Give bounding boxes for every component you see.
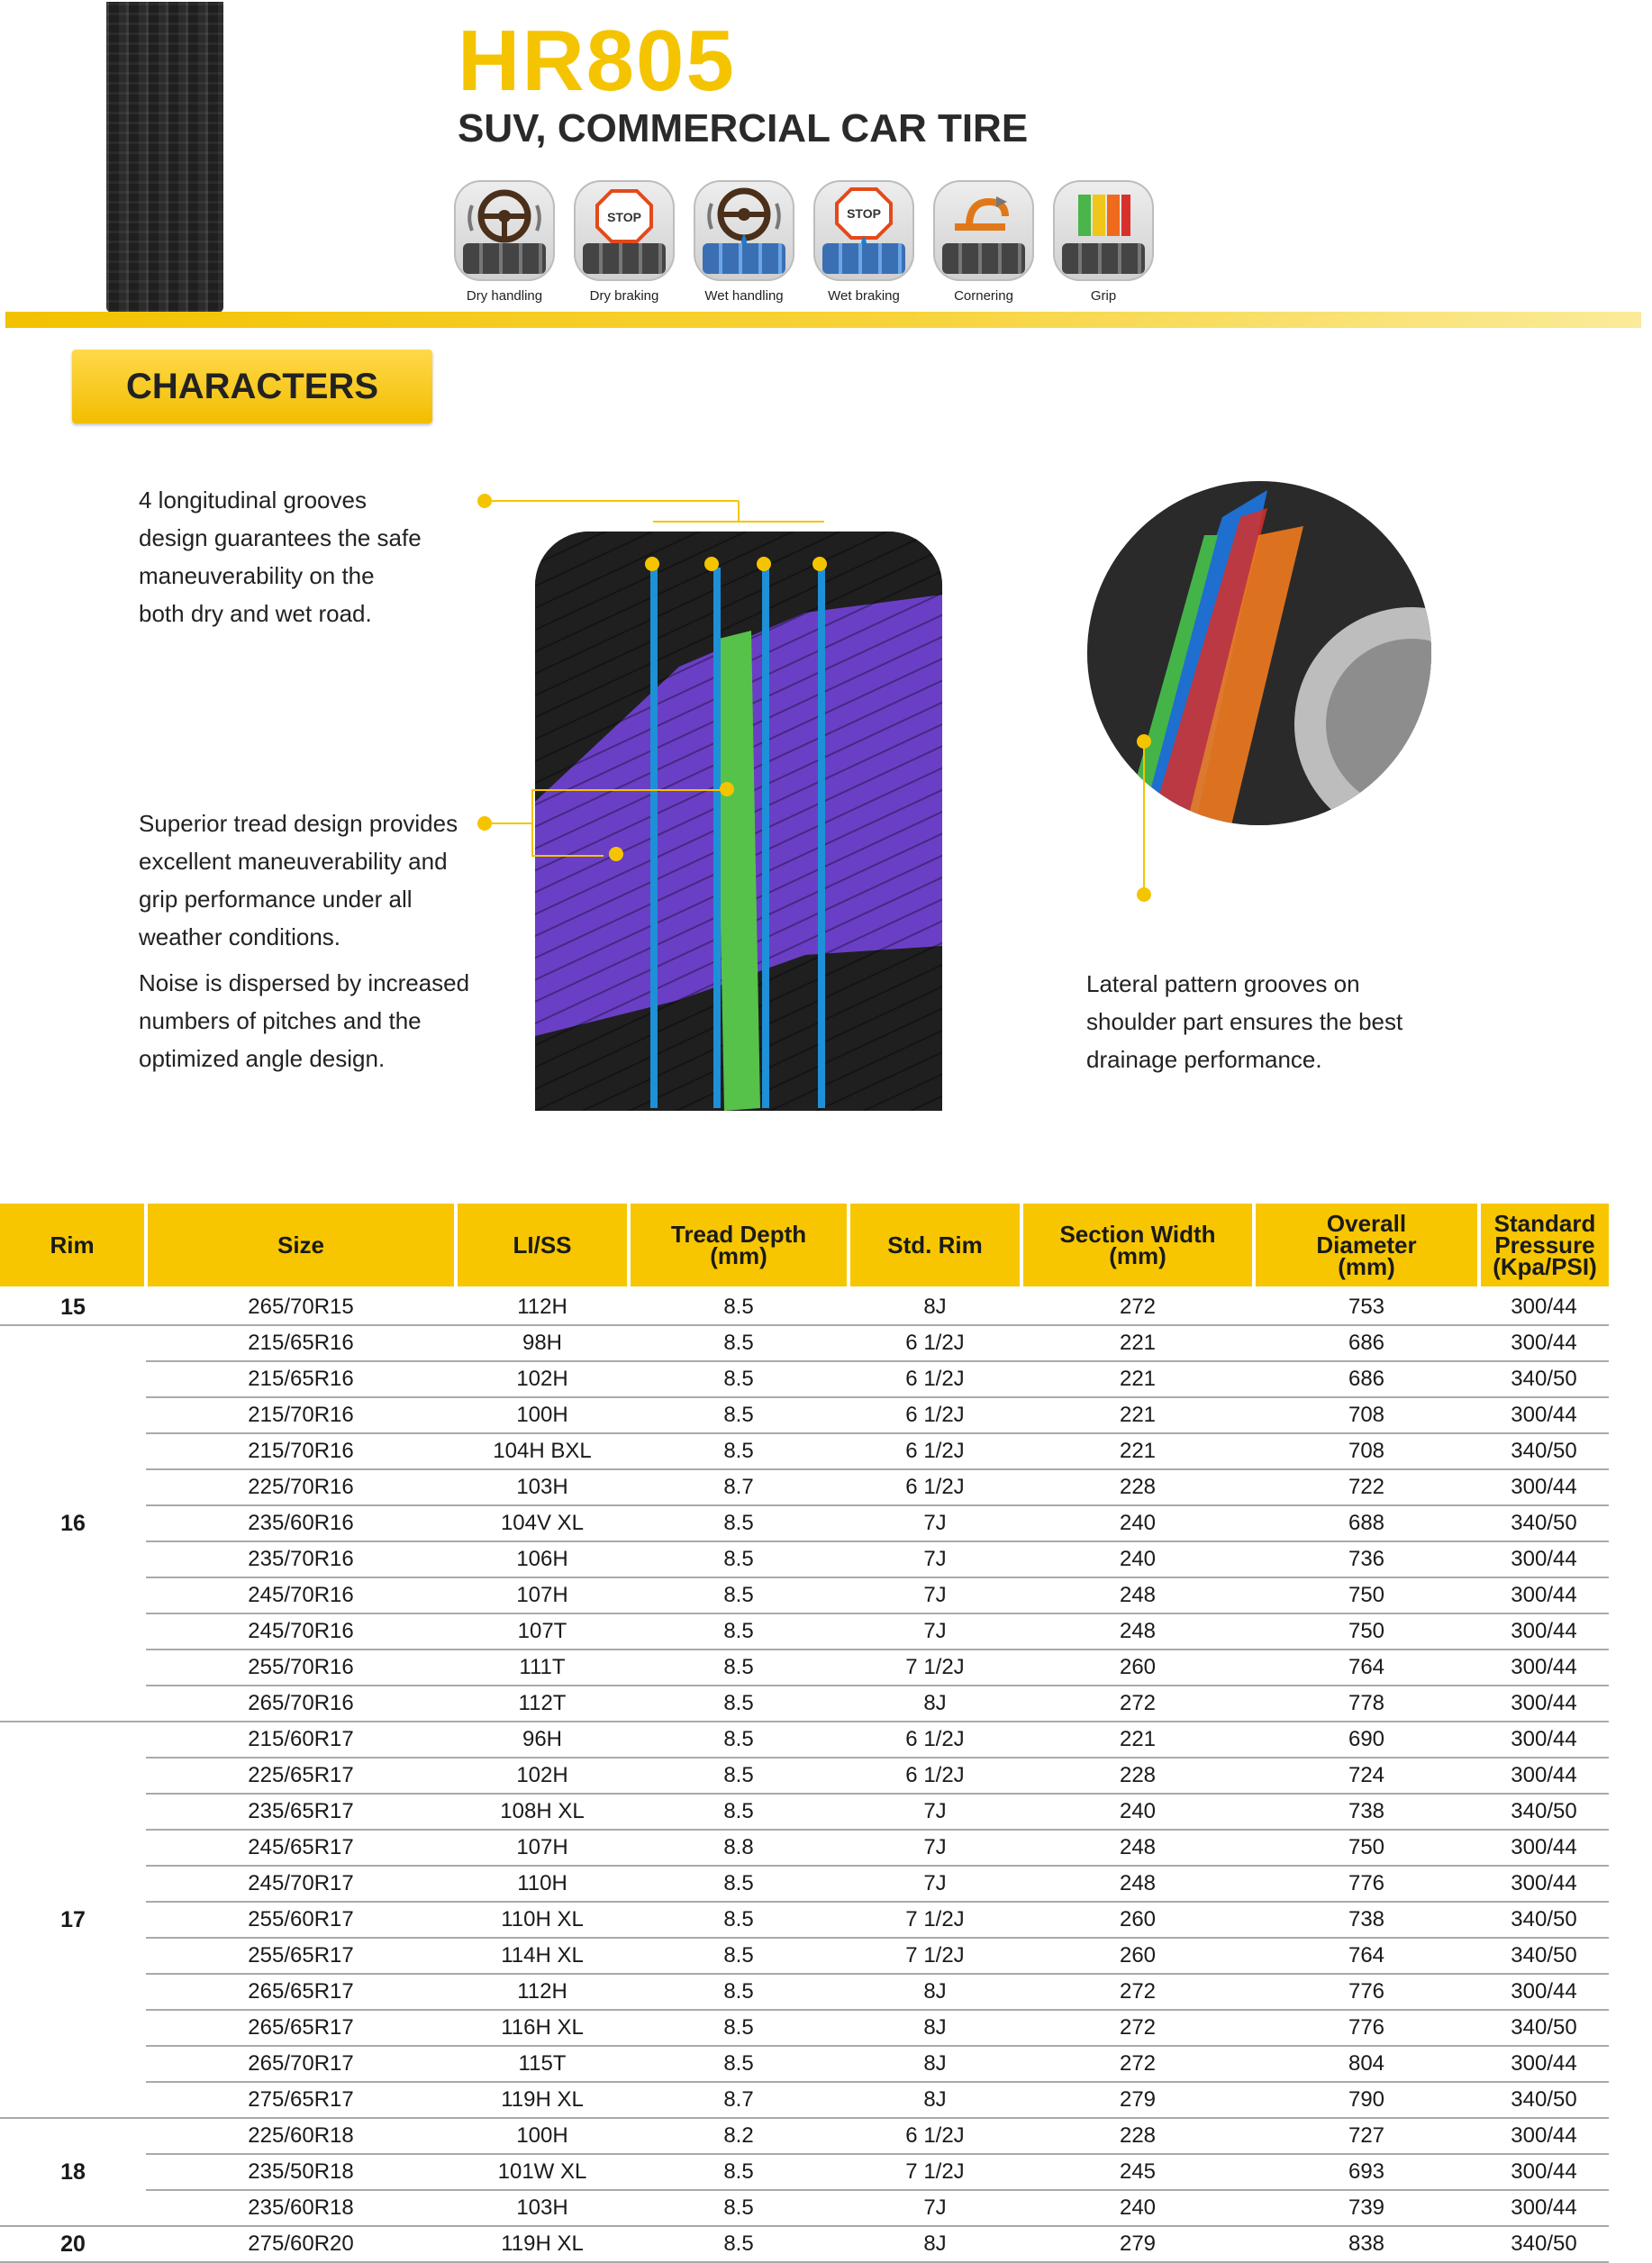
callout-line: both dry and wet road. xyxy=(139,600,372,627)
table-cell: 8.5 xyxy=(629,1613,849,1650)
table-cell: 104V XL xyxy=(456,1505,629,1541)
callout-line-connector xyxy=(1143,748,1145,892)
table-cell: 265/70R17 xyxy=(146,2046,456,2082)
rim-cell: 20 xyxy=(0,2226,146,2262)
grip-gradient-icon xyxy=(1053,180,1154,281)
table-cell: 272 xyxy=(1021,1288,1254,1325)
rim-cell: 16 xyxy=(0,1325,146,1722)
table-cell: 8J xyxy=(849,2082,1021,2118)
table-cell: 750 xyxy=(1254,1830,1479,1866)
table-cell: 6 1/2J xyxy=(849,1469,1021,1505)
table-cell: 8.7 xyxy=(629,2082,849,2118)
tread-pattern-illustration xyxy=(535,532,942,1111)
table-cell: 7J xyxy=(849,1505,1021,1541)
table-cell: 7J xyxy=(849,1830,1021,1866)
table-row xyxy=(0,1433,1609,1469)
table-cell: 776 xyxy=(1254,2010,1479,2046)
table-row xyxy=(0,1794,1609,1830)
table-row xyxy=(0,2010,1609,2046)
shoulder-zoom-photo xyxy=(1087,481,1431,825)
table-row xyxy=(0,1686,1609,1722)
table-cell: 111T xyxy=(456,1650,629,1686)
callout-line: optimized angle design. xyxy=(139,1045,386,1072)
stop-sign-icon xyxy=(574,180,675,281)
feature-label: Dry handling xyxy=(466,288,543,304)
table-cell: 260 xyxy=(1021,1902,1254,1938)
callout-line-connector xyxy=(738,501,740,521)
table-cell: 764 xyxy=(1254,1650,1479,1686)
table-cell: 8.5 xyxy=(629,1505,849,1541)
table-cell: 103H xyxy=(456,2190,629,2226)
steering-wheel-icon xyxy=(454,180,555,281)
callout-line: Noise is dispersed by increased xyxy=(139,969,470,996)
table-cell: 750 xyxy=(1254,1577,1479,1613)
tire-product-photo xyxy=(106,2,223,313)
table-cell: 738 xyxy=(1254,1794,1479,1830)
rim-cell: 18 xyxy=(0,2118,146,2226)
tire-spec-table xyxy=(0,1204,1609,2263)
table-cell: 108H XL xyxy=(456,1794,629,1830)
table-row xyxy=(0,2226,1609,2262)
table-cell: 300/44 xyxy=(1479,1974,1609,2010)
col-section-width: Section Width (mm) xyxy=(1021,1204,1254,1288)
table-cell: 300/44 xyxy=(1479,1397,1609,1433)
table-body xyxy=(0,1288,1609,2262)
table-cell: 6 1/2J xyxy=(849,2118,1021,2154)
table-cell: 235/65R17 xyxy=(146,1794,456,1830)
table-cell: 275/60R20 xyxy=(146,2226,456,2262)
table-cell: 272 xyxy=(1021,1686,1254,1722)
stop-sign-water-icon xyxy=(813,180,914,281)
table-cell: 7J xyxy=(849,1613,1021,1650)
table-cell: 115T xyxy=(456,2046,629,2082)
feature-dry-handling xyxy=(454,180,555,304)
table-cell: 248 xyxy=(1021,1613,1254,1650)
table-cell: 6 1/2J xyxy=(849,1397,1021,1433)
callout-line-connector xyxy=(531,789,721,791)
table-cell: 300/44 xyxy=(1479,2118,1609,2154)
callout-line: maneuverability on the xyxy=(139,562,375,589)
col-li-ss: LI/SS xyxy=(456,1204,629,1288)
table-cell: 727 xyxy=(1254,2118,1479,2154)
table-cell: 8.5 xyxy=(629,2226,849,2262)
table-cell: 340/50 xyxy=(1479,2010,1609,2046)
table-cell: 8J xyxy=(849,1288,1021,1325)
table-cell: 106H xyxy=(456,1541,629,1577)
feature-label: Wet handling xyxy=(704,288,784,304)
characters-heading: CHARACTERS xyxy=(72,350,432,423)
callout-line: Lateral pattern grooves on xyxy=(1086,970,1360,997)
callout-line: Superior tread design provides xyxy=(139,810,458,837)
table-cell: 6 1/2J xyxy=(849,1722,1021,1758)
table-cell: 8.5 xyxy=(629,1974,849,2010)
table-cell: 265/70R16 xyxy=(146,1686,456,1722)
callout-dot xyxy=(1137,887,1151,902)
table-cell: 8.5 xyxy=(629,1541,849,1577)
table-cell: 255/70R16 xyxy=(146,1650,456,1686)
table-cell: 8.5 xyxy=(629,2010,849,2046)
table-cell: 300/44 xyxy=(1479,1722,1609,1758)
table-cell: 688 xyxy=(1254,1505,1479,1541)
table-cell: 116H XL xyxy=(456,2010,629,2046)
table-row xyxy=(0,1866,1609,1902)
rim-cell: 15 xyxy=(0,1288,146,1325)
col-size: Size xyxy=(146,1204,456,1288)
table-cell: 300/44 xyxy=(1479,2190,1609,2226)
table-cell: 722 xyxy=(1254,1469,1479,1505)
table-cell: 7 1/2J xyxy=(849,1650,1021,1686)
table-cell: 340/50 xyxy=(1479,1902,1609,1938)
feature-wet-handling xyxy=(694,180,794,304)
callout-line: excellent maneuverability and xyxy=(139,848,448,875)
table-cell: 100H xyxy=(456,2118,629,2154)
table-cell: 8.5 xyxy=(629,1325,849,1361)
table-row xyxy=(0,1469,1609,1505)
table-cell: 272 xyxy=(1021,2046,1254,2082)
tread-dot xyxy=(609,847,623,861)
table-cell: 102H xyxy=(456,1361,629,1397)
table-cell: 739 xyxy=(1254,2190,1479,2226)
table-cell: 260 xyxy=(1021,1650,1254,1686)
table-cell: 8J xyxy=(849,2226,1021,2262)
table-cell: 272 xyxy=(1021,1974,1254,2010)
table-cell: 300/44 xyxy=(1479,1469,1609,1505)
callout-grooves xyxy=(139,481,422,632)
table-cell: 7J xyxy=(849,2190,1021,2226)
table-cell: 8.5 xyxy=(629,1686,849,1722)
col-rim: Rim xyxy=(0,1204,146,1288)
table-cell: 8.5 xyxy=(629,1288,849,1325)
table-cell: 245/70R16 xyxy=(146,1613,456,1650)
table-cell: 300/44 xyxy=(1479,1288,1609,1325)
table-cell: 8.8 xyxy=(629,1830,849,1866)
table-cell: 753 xyxy=(1254,1288,1479,1325)
callout-line-connector xyxy=(531,789,533,856)
feature-label: Wet braking xyxy=(828,288,900,304)
table-cell: 228 xyxy=(1021,2118,1254,2154)
table-cell: 225/65R17 xyxy=(146,1758,456,1794)
table-cell: 98H xyxy=(456,1325,629,1361)
callout-line-connector xyxy=(653,521,824,523)
callout-line: grip performance under all xyxy=(139,886,413,913)
table-cell: 215/70R16 xyxy=(146,1433,456,1469)
table-cell: 686 xyxy=(1254,1325,1479,1361)
table-cell: 6 1/2J xyxy=(849,1758,1021,1794)
callout-line: 4 longitudinal grooves xyxy=(139,486,367,513)
table-cell: 248 xyxy=(1021,1866,1254,1902)
table-row xyxy=(0,2190,1609,2226)
table-row xyxy=(0,2046,1609,2082)
table-cell: 8.5 xyxy=(629,1758,849,1794)
table-cell: 300/44 xyxy=(1479,1866,1609,1902)
table-cell: 8.5 xyxy=(629,1794,849,1830)
table-cell: 6 1/2J xyxy=(849,1433,1021,1469)
table-cell: 340/50 xyxy=(1479,1505,1609,1541)
table-cell: 340/50 xyxy=(1479,1938,1609,1974)
table-cell: 778 xyxy=(1254,1686,1479,1722)
table-cell: 103H xyxy=(456,1469,629,1505)
table-cell: 245 xyxy=(1021,2154,1254,2190)
table-cell: 8J xyxy=(849,2046,1021,2082)
table-cell: 225/70R16 xyxy=(146,1469,456,1505)
callout-line: shoulder part ensures the best xyxy=(1086,1008,1403,1035)
table-cell: 736 xyxy=(1254,1541,1479,1577)
callout-tread xyxy=(139,804,458,956)
table-cell: 215/70R16 xyxy=(146,1397,456,1433)
feature-label: Dry braking xyxy=(589,288,659,304)
table-cell: 804 xyxy=(1254,2046,1479,2082)
table-cell: 119H XL xyxy=(456,2226,629,2262)
table-cell: 7J xyxy=(849,1794,1021,1830)
table-cell: 724 xyxy=(1254,1758,1479,1794)
table-cell: 708 xyxy=(1254,1433,1479,1469)
table-cell: 265/65R17 xyxy=(146,1974,456,2010)
table-cell: 8.5 xyxy=(629,2046,849,2082)
table-cell: 245/65R17 xyxy=(146,1830,456,1866)
callout-line-connector xyxy=(492,822,533,824)
table-cell: 300/44 xyxy=(1479,2046,1609,2082)
table-cell: 7 1/2J xyxy=(849,1938,1021,1974)
table-cell: 275/65R17 xyxy=(146,2082,456,2118)
groove-dot xyxy=(704,557,719,571)
col-tread-depth: Tread Depth (mm) xyxy=(629,1204,849,1288)
table-cell: 300/44 xyxy=(1479,1650,1609,1686)
table-cell: 8.5 xyxy=(629,1902,849,1938)
table-cell: 300/44 xyxy=(1479,1613,1609,1650)
table-cell: 221 xyxy=(1021,1722,1254,1758)
table-cell: 7J xyxy=(849,1577,1021,1613)
callout-line: weather conditions. xyxy=(139,923,341,950)
groove-dot xyxy=(812,557,827,571)
table-cell: 107T xyxy=(456,1613,629,1650)
callout-line: numbers of pitches and the xyxy=(139,1007,422,1034)
table-cell: 119H XL xyxy=(456,2082,629,2118)
table-row xyxy=(0,1541,1609,1577)
feature-label: Cornering xyxy=(954,288,1013,304)
table-cell: 300/44 xyxy=(1479,1758,1609,1794)
table-row xyxy=(0,1938,1609,1974)
table-cell: 8J xyxy=(849,1686,1021,1722)
table-cell: 7J xyxy=(849,1866,1021,1902)
table-cell: 112H xyxy=(456,1288,629,1325)
table-cell: 838 xyxy=(1254,2226,1479,2262)
table-cell: 279 xyxy=(1021,2082,1254,2118)
table-cell: 300/44 xyxy=(1479,2154,1609,2190)
table-cell: 260 xyxy=(1021,1938,1254,1974)
table-row xyxy=(0,2118,1609,2154)
callout-lateral xyxy=(1086,965,1402,1078)
table-cell: 265/70R15 xyxy=(146,1288,456,1325)
shoulder-dot xyxy=(1137,734,1151,749)
table-cell: 221 xyxy=(1021,1325,1254,1361)
table-row xyxy=(0,1288,1609,1325)
table-row xyxy=(0,1650,1609,1686)
table-cell: 8.5 xyxy=(629,1650,849,1686)
table-cell: 8.5 xyxy=(629,1722,849,1758)
table-cell: 107H xyxy=(456,1577,629,1613)
cornering-arrow-icon xyxy=(933,180,1034,281)
groove-dot xyxy=(757,557,771,571)
feature-label: Grip xyxy=(1090,288,1117,304)
table-cell: 6 1/2J xyxy=(849,1361,1021,1397)
table-cell: 7 1/2J xyxy=(849,1902,1021,1938)
table-cell: 245/70R17 xyxy=(146,1866,456,1902)
col-overall-diameter: Overall Diameter (mm) xyxy=(1254,1204,1479,1288)
table-cell: 104H BXL xyxy=(456,1433,629,1469)
table-row xyxy=(0,1397,1609,1433)
table-cell: 225/60R18 xyxy=(146,2118,456,2154)
table-row xyxy=(0,1325,1609,1361)
table-cell: 790 xyxy=(1254,2082,1479,2118)
feature-grip xyxy=(1053,180,1154,304)
table-row xyxy=(0,2082,1609,2118)
table-header-row xyxy=(0,1204,1609,1288)
table-cell: 300/44 xyxy=(1479,1541,1609,1577)
table-cell: 221 xyxy=(1021,1397,1254,1433)
callout-line-connector xyxy=(531,855,604,857)
svg-text:STOP: STOP xyxy=(607,210,641,224)
table-cell: 248 xyxy=(1021,1577,1254,1613)
table-cell: 340/50 xyxy=(1479,1361,1609,1397)
table-cell: 300/44 xyxy=(1479,1686,1609,1722)
table-cell: 8J xyxy=(849,1974,1021,2010)
feature-dry-braking xyxy=(574,180,675,304)
table-cell: 248 xyxy=(1021,1830,1254,1866)
table-cell: 221 xyxy=(1021,1361,1254,1397)
table-row xyxy=(0,1974,1609,2010)
table-cell: 100H xyxy=(456,1397,629,1433)
table-cell: 776 xyxy=(1254,1866,1479,1902)
table-cell: 8.5 xyxy=(629,1577,849,1613)
table-cell: 300/44 xyxy=(1479,1325,1609,1361)
table-cell: 235/60R18 xyxy=(146,2190,456,2226)
table-row xyxy=(0,1830,1609,1866)
model-title: HR805 xyxy=(458,13,736,109)
table-row xyxy=(0,1361,1609,1397)
table-cell: 107H xyxy=(456,1830,629,1866)
table-cell: 6 1/2J xyxy=(849,1325,1021,1361)
table-cell: 114H XL xyxy=(456,1938,629,1974)
steering-wheel-water-icon xyxy=(694,180,794,281)
header-divider-band xyxy=(5,312,1641,328)
table-cell: 228 xyxy=(1021,1469,1254,1505)
table-cell: 8.5 xyxy=(629,1938,849,1974)
table-cell: 708 xyxy=(1254,1397,1479,1433)
callout-line: drainage performance. xyxy=(1086,1046,1322,1073)
callout-dot xyxy=(477,816,492,831)
table-cell: 8.2 xyxy=(629,2118,849,2154)
table-cell: 235/60R16 xyxy=(146,1505,456,1541)
table-cell: 245/70R16 xyxy=(146,1577,456,1613)
table-cell: 235/70R16 xyxy=(146,1541,456,1577)
svg-text:STOP: STOP xyxy=(847,206,881,221)
table-cell: 340/50 xyxy=(1479,1794,1609,1830)
table-row xyxy=(0,1613,1609,1650)
table-row xyxy=(0,1902,1609,1938)
table-cell: 110H xyxy=(456,1866,629,1902)
table-row xyxy=(0,1577,1609,1613)
table-cell: 240 xyxy=(1021,1505,1254,1541)
table-cell: 112H xyxy=(456,1974,629,2010)
table-row xyxy=(0,1758,1609,1794)
table-cell: 228 xyxy=(1021,1758,1254,1794)
table-row xyxy=(0,1722,1609,1758)
table-cell: 300/44 xyxy=(1479,1577,1609,1613)
table-cell: 96H xyxy=(456,1722,629,1758)
table-cell: 8.5 xyxy=(629,1866,849,1902)
table-cell: 265/65R17 xyxy=(146,2010,456,2046)
callout-dot xyxy=(477,494,492,508)
table-cell: 693 xyxy=(1254,2154,1479,2190)
table-cell: 8.5 xyxy=(629,1397,849,1433)
table-cell: 215/65R16 xyxy=(146,1361,456,1397)
table-cell: 750 xyxy=(1254,1613,1479,1650)
table-cell: 215/60R17 xyxy=(146,1722,456,1758)
table-cell: 240 xyxy=(1021,1794,1254,1830)
callout-noise xyxy=(139,964,469,1077)
tread-dot xyxy=(720,782,734,796)
table-cell: 279 xyxy=(1021,2226,1254,2262)
table-cell: 690 xyxy=(1254,1722,1479,1758)
table-cell: 112T xyxy=(456,1686,629,1722)
callout-line-connector xyxy=(492,500,739,502)
table-cell: 255/65R17 xyxy=(146,1938,456,1974)
table-cell: 8J xyxy=(849,2010,1021,2046)
col-std-rim: Std. Rim xyxy=(849,1204,1021,1288)
table-cell: 102H xyxy=(456,1758,629,1794)
table-row xyxy=(0,2154,1609,2190)
col-standard-pressure: Standard Pressure (Kpa/PSI) xyxy=(1479,1204,1609,1288)
table-cell: 7 1/2J xyxy=(849,2154,1021,2190)
table-cell: 240 xyxy=(1021,2190,1254,2226)
rim-cell: 17 xyxy=(0,1722,146,2118)
table-cell: 221 xyxy=(1021,1433,1254,1469)
table-cell: 101W XL xyxy=(456,2154,629,2190)
table-cell: 8.5 xyxy=(629,2190,849,2226)
table-cell: 8.7 xyxy=(629,1469,849,1505)
feature-cornering xyxy=(933,180,1034,304)
table-row xyxy=(0,1505,1609,1541)
feature-wet-braking xyxy=(813,180,914,304)
table-cell: 110H XL xyxy=(456,1902,629,1938)
table-cell: 8.5 xyxy=(629,1361,849,1397)
feature-icon-row xyxy=(454,180,1154,304)
table-cell: 340/50 xyxy=(1479,2082,1609,2118)
table-cell: 340/50 xyxy=(1479,1433,1609,1469)
table-cell: 272 xyxy=(1021,2010,1254,2046)
table-cell: 776 xyxy=(1254,1974,1479,2010)
table-cell: 738 xyxy=(1254,1902,1479,1938)
callout-line: design guarantees the safe xyxy=(139,524,422,551)
table-cell: 8.5 xyxy=(629,1433,849,1469)
table-cell: 8.5 xyxy=(629,2154,849,2190)
table-cell: 764 xyxy=(1254,1938,1479,1974)
table-cell: 7J xyxy=(849,1541,1021,1577)
table-cell: 300/44 xyxy=(1479,1830,1609,1866)
groove-dot xyxy=(645,557,659,571)
table-cell: 686 xyxy=(1254,1361,1479,1397)
table-cell: 255/60R17 xyxy=(146,1902,456,1938)
table-cell: 215/65R16 xyxy=(146,1325,456,1361)
table-cell: 240 xyxy=(1021,1541,1254,1577)
model-subtitle: SUV, COMMERCIAL CAR TIRE xyxy=(458,106,1029,150)
table-cell: 235/50R18 xyxy=(146,2154,456,2190)
table-cell: 340/50 xyxy=(1479,2226,1609,2262)
